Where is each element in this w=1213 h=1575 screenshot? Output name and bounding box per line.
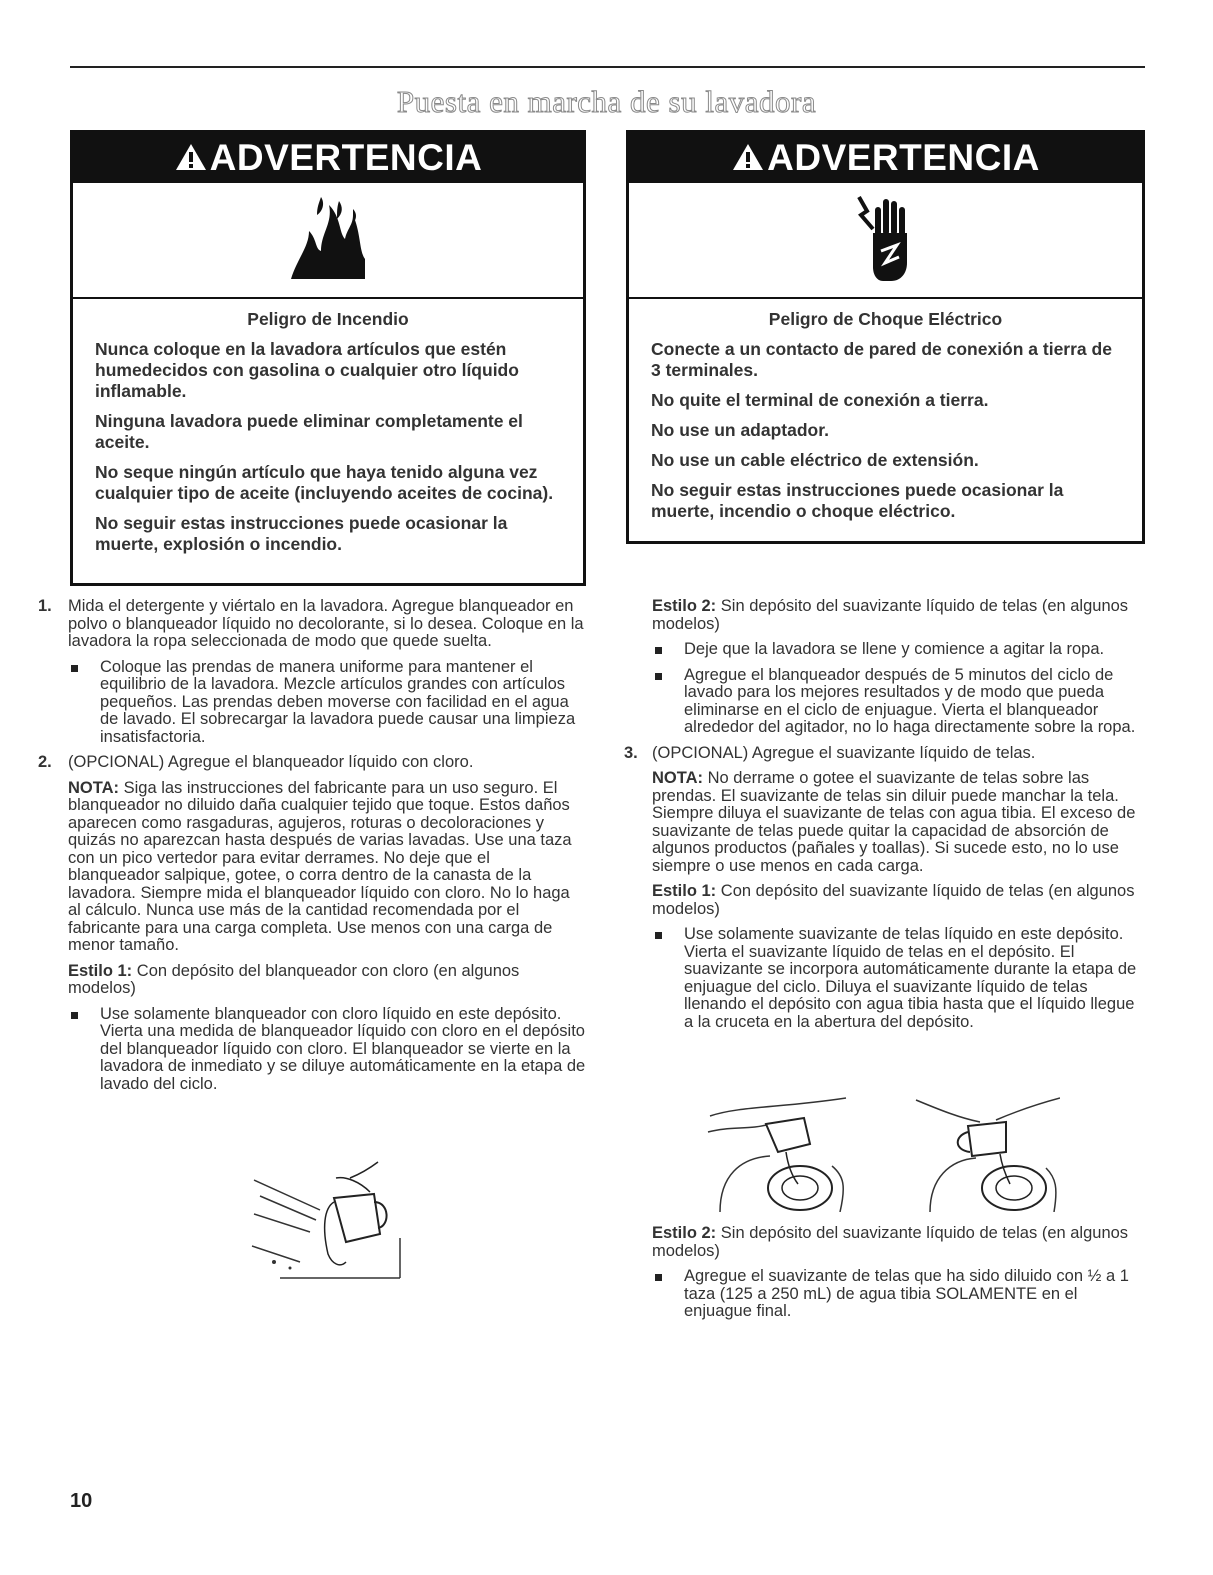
warning-box-electric xyxy=(626,130,1145,544)
warning-body xyxy=(629,299,1142,522)
warning-body xyxy=(73,299,583,555)
warning-line: No use un cable eléctrico de extensión. xyxy=(651,450,979,470)
step-2 xyxy=(38,754,586,1093)
list-item: Use solamente suavizante de telas líquido en este depósito. Vierta el suavizante líquido de telas en el depósito. El suavizante se incorpora automáticamente durante la etapa de enjuague del ciclo. Diluya el suavizante líquido de telas llenando el depósito con agua tibia hasta que el líquido llegue a la cruceta en la abertura del depósito. xyxy=(652,926,1146,1031)
step-3 xyxy=(624,745,1146,1032)
shock-icon-area xyxy=(629,183,1142,299)
fabric-softener-dispenser-illustration xyxy=(700,1096,850,1212)
warning-line: No use un adaptador. xyxy=(651,420,829,440)
step-number: 3. xyxy=(624,743,638,762)
style-1-heading: Estilo 1: Con depósito del blanqueador con cloro (en algunos modelos) xyxy=(68,961,520,997)
list-item: Agregue el blanqueador después de 5 minutos del ciclo de lavado para los mejores resultados y de modo que pueda eliminarse en el ciclo de enjuague. Vierta el blanqueador alrededor del agitador, no lo haga directamente sobre la ropa. xyxy=(652,667,1146,737)
right-column xyxy=(624,598,1146,1039)
hazard-title: Peligro de Incendio xyxy=(247,309,409,329)
note-label: NOTA: xyxy=(652,769,704,787)
pouring-bleach-illustration xyxy=(250,1158,410,1288)
warning-header: ADVERTENCIA xyxy=(629,133,1142,183)
warning-triangle-icon xyxy=(174,142,208,172)
step-text: (OPCIONAL) Agregue el suavizante líquido de telas. xyxy=(652,743,1036,762)
warning-line: No seguir estas instrucciones puede ocasionar la muerte, incendio o choque eléctrico. xyxy=(651,480,1064,521)
left-column xyxy=(38,598,586,1101)
warning-line: Nunca coloque en la lavadora artículos que estén humedecidos con gasolina o cualquier otro líquido inflamable. xyxy=(95,339,519,401)
warning-box-fire xyxy=(70,130,586,586)
fire-icon xyxy=(287,193,367,283)
fabric-softener-dispenser-illustration xyxy=(910,1096,1060,1212)
top-rule xyxy=(70,66,1145,68)
right-column-bottom xyxy=(652,1225,1146,1329)
step-text: (OPCIONAL) Agregue el blanqueador líquido con cloro. xyxy=(68,753,474,771)
page-title: Puesta en marcha de su lavadora xyxy=(396,84,817,119)
warning-triangle-icon xyxy=(731,142,765,172)
note-paragraph: NOTA: Siga las instrucciones del fabricante para un uso seguro. El blanqueador no diluido daña cualquier tejido que toque. Estos daños aparecen como rasgaduras, agujeros, roturas o decoloraciones y quizás no aparezcan hasta después de varias lavadas. Use una taza con un pico vertedor para evitar derrames. No deje que el blanqueador salpique, gotee, o corra dentro de la canasta de la lavadora. Siempre mida el blanqueador líquido con cloro. No lo haga al cálculo. Nunca use más de la cantidad recomendada por el fabricante para una carga completa. Use menos con una carga de menor tamaño. xyxy=(68,778,572,954)
style-1-heading: Estilo 1: Con depósito del suavizante líquido de telas (en algunos modelos) xyxy=(652,882,1135,918)
warning-header: ADVERTENCIA xyxy=(73,133,583,183)
list-item: Deje que la lavadora se llene y comience a agitar la ropa. xyxy=(652,641,1146,659)
warning-line: Ninguna lavadora puede eliminar completamente el aceite. xyxy=(95,411,523,452)
step-number: 1. xyxy=(38,597,52,615)
step-number: 2. xyxy=(38,753,52,771)
page-number: 10 xyxy=(70,1490,93,1512)
note-label: NOTA: xyxy=(68,778,120,797)
step-1 xyxy=(38,598,586,746)
style-label: Estilo 2: xyxy=(652,597,717,615)
list-item: Coloque las prendas de manera uniforme para mantener el equilibrio de la lavadora. Mezcle artículos grandes con artículos pequeños. Las prendas deben moverse con facilidad en el agua de lavado. El sobrecargar la lavadora puede causar una limpieza insatisfactoria. xyxy=(68,659,586,747)
style-label: Estilo 2: xyxy=(652,1224,717,1242)
step-text: Mida el detergente y viértalo en la lavadora. Agregue blanqueador en polvo o blanqueador líquido no decolorante, si lo desea. Coloque en la lavadora la ropa seleccionada de modo que quede suelta. xyxy=(68,597,584,650)
style-2-heading: Estilo 2: Sin depósito del suavizante líquido de telas (en algunos modelos) xyxy=(652,1224,1129,1260)
warning-line: No seque ningún artículo que haya tenido alguna vez cualquier tipo de aceite (incluyendo aceites de cocina). xyxy=(95,462,554,503)
fire-icon-area xyxy=(73,183,583,299)
electric-shock-hand-icon xyxy=(857,193,917,289)
note-paragraph: NOTA: No derrame o gotee el suavizante de telas sobre las prendas. El suavizante de telas sin diluir puede manchar la tela. Siempre diluya el suavizante de telas con agua tibia. El exceso de suavizante de telas puede quitar la capacidad de absorción de algunos productos (pañales y toallas). Si sucede esto, no lo use siempre o use menos en cada carga. xyxy=(652,769,1136,875)
list-item: Agregue el suavizante de telas que ha sido diluido con ½ a 1 taza (125 a 250 mL) de agua tibia SOLAMENTE en el enjuague final. xyxy=(652,1268,1146,1321)
list-item: Use solamente blanqueador con cloro líquido en este depósito. Vierta una medida de blanqueador líquido con cloro en el depósito del blanqueador líquido con cloro. El blanqueador se vierte en la lavadora de inmediato y se diluye automáticamente en la etapa de lavado del ciclo. xyxy=(68,1006,586,1094)
warning-line: No quite el terminal de conexión a tierra. xyxy=(651,390,989,410)
style-label: Estilo 1: xyxy=(68,961,133,980)
style-2-heading: Estilo 2: Sin depósito del suavizante líquido de telas (en algunos modelos) xyxy=(652,597,1129,633)
style-label: Estilo 1: xyxy=(652,882,717,900)
warning-line: No seguir estas instrucciones puede ocasionar la muerte, explosión o incendio. xyxy=(95,513,508,554)
style-2-section xyxy=(624,598,1146,737)
hazard-title: Peligro de Choque Eléctrico xyxy=(768,309,1003,329)
warning-line: Conecte a un contacto de pared de conexión a tierra de 3 terminales. xyxy=(651,339,1112,380)
